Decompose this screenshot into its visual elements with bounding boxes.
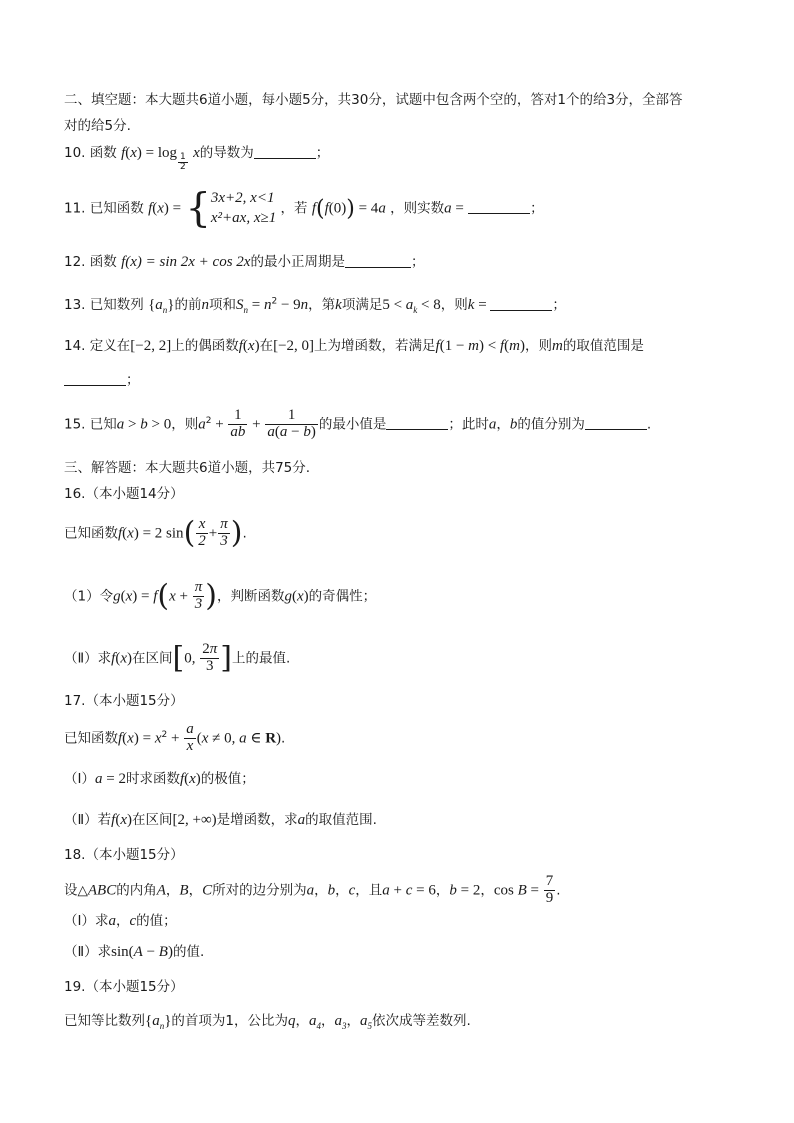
question-16-intro: 已知函数f(x) = 2 sin( $\frac{x}{2}$ + $\frac{\pi}{3}$ ). <box>64 515 247 551</box>
section3-title: 三、解答题：本大题共6道小题，共75分. <box>64 460 311 476</box>
question-16-head: 16.（本小题14分） <box>64 486 184 502</box>
question-11: 11. 已知函数 f(x) = { 3x+2, x<1 x²+ax, x≥1 ，若 f(f(0)) = 4a ，则实数a = ； <box>64 185 544 232</box>
question-18-head: 18.（本小题15分） <box>64 847 184 863</box>
question-16-part2: （Ⅱ）求f(x)在区间[0, $\frac{2\pi}{3}$ ]上的最值. <box>64 640 291 676</box>
question-15: 15. 已知a > b > 0，则$a^2$ + $\frac{1}{ab}$ + $\frac{1}{a(a - b)}$ 的最小值是 ；此时a，b的值分别为 . <box>64 407 652 440</box>
question-17-part1: （Ⅰ）a = 2时求函数f(x)的极值； <box>64 771 255 787</box>
question-12: 12. 函数 f(x) = sin 2x + cos 2x的最小正周期是 ； <box>64 254 425 270</box>
answer-blank-12[interactable] <box>345 255 411 268</box>
question-17-part2: （Ⅱ）若f(x)在区间[2, +∞)是增函数，求a的取值范围. <box>64 812 377 828</box>
section2-intro-line1: 二、填空题：本大题共6道小题，每小题5分，共30分，试题中包含两个空的，答对1个的给3分，全部答 <box>64 92 683 108</box>
question-16-part1: （1）令g(x) = f(x + $\frac{\pi}{3}$ )，判断函数g(x)的奇偶性； <box>64 578 377 614</box>
question-10: 10. 函数 f(x) = log $_{\frac{1}{2}}$ x的导数为 ； <box>64 145 330 172</box>
answer-blank-15b[interactable] <box>585 417 647 430</box>
answer-blank-10[interactable] <box>254 146 316 159</box>
question-14-blank-line: ； <box>64 372 734 388</box>
question-18-part2: （Ⅱ）求sin(A − B)的值. <box>64 944 205 960</box>
question-17-intro: 已知函数$f(x) = x^2$ + $\frac{a}{x}$ (x ≠ 0, a ∈ R). <box>64 721 286 754</box>
answer-blank-11[interactable] <box>468 201 530 214</box>
section2-intro-line2: 对的给5分. <box>64 118 131 134</box>
question-13: 13. 已知数列 $\{a_n\}$的前n项和$S_n = n^2 - 9n$，第k项满足$5 < a_k < 8$，则k = ； <box>64 296 566 315</box>
question-17-head: 17.（本小题15分） <box>64 693 184 709</box>
answer-blank-15a[interactable] <box>386 417 448 430</box>
answer-blank-13[interactable] <box>490 298 552 311</box>
question-14: 14. 定义在[−2, 2]上的偶函数f(x)在[−2, 0]上为增函数，若满足f(1 − m) < f(m)，则m的取值范围是 <box>64 338 644 354</box>
question-18-part1: （Ⅰ）求a，c的值； <box>64 913 177 929</box>
answer-blank-14[interactable] <box>64 373 126 386</box>
question-18-intro: 设△ABC的内角A，B，C所对的边分别为a，b，c，且a + c = 6，b = 2，cos B = $\frac{7}{9}$ . <box>64 873 561 906</box>
question-19-head: 19.（本小题15分） <box>64 979 184 995</box>
question-19-intro: 已知等比数列$\{a_n\}$的首项为1，公比为q，$a_4$，$a_3$，$a_5$依次成等差数列. <box>64 1013 471 1031</box>
